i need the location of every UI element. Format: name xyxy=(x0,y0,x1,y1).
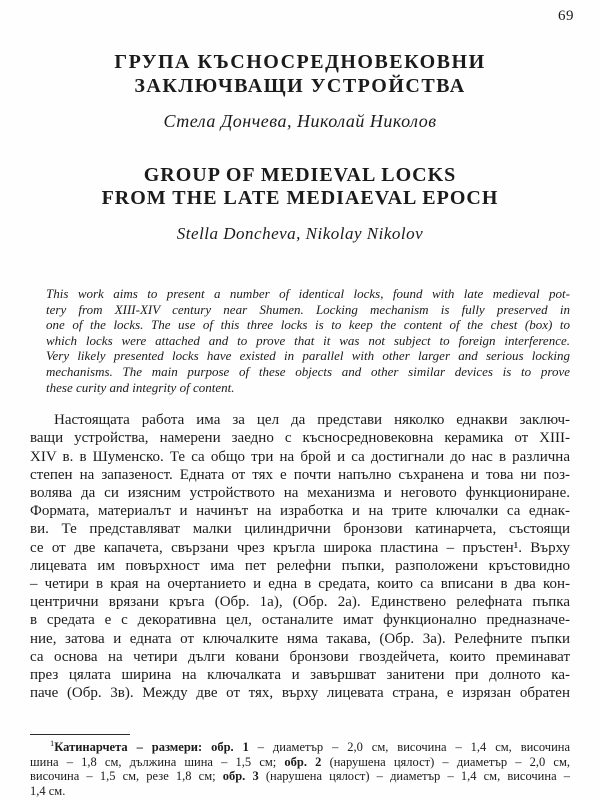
title-english-line2: FROM THE LATE MEDIAEVAL EPOCH xyxy=(101,187,499,209)
body-line: – четири в края на очертанието и една в средата, които са вписани в два кон- xyxy=(30,575,570,592)
body-line: ви. Те представляват малки цилиндрични бронзови катинарчета, състоящи xyxy=(30,521,570,538)
body-line: ние, затова и едната от ключалките няма такава, (Обр. 3а). Релефните пъпки xyxy=(30,630,570,647)
footnote-line xyxy=(30,737,570,755)
abstract-line: these curity and integrity of content. xyxy=(46,379,235,395)
title-english xyxy=(20,164,580,210)
footnote-text-bold: Катинарчета – размери: обр. 1 xyxy=(54,740,249,754)
title-english-line1: GROUP OF MEDIEVAL LOCKS xyxy=(143,164,457,186)
footnote-rule xyxy=(30,734,130,735)
body-line: лицевата им повърхност има пет релефни пъпки, разположени кръстовидно xyxy=(30,557,570,574)
abstract xyxy=(46,286,570,395)
body-line: са основа на четири дълги ковани бронзови гвоздейчета, които преминават xyxy=(30,648,570,665)
footnote-line: 1,4 см. xyxy=(30,783,66,798)
title-bulgarian-line2: ЗАКЛЮЧВАЩИ УСТРОЙСТВА xyxy=(134,75,466,97)
body-line: XIV в. в Шуменско. Те са общо три на брой и са достигнали до нас в различна xyxy=(30,448,570,465)
abstract-line: which locks were attached and to prove that it was not subject to foreign interference. xyxy=(46,332,570,348)
title-bulgarian xyxy=(20,50,580,98)
footnote-line xyxy=(30,769,570,784)
abstract-line: This work aims to present a number of identical locks, found with late medieval pot- xyxy=(46,286,570,301)
title-bulgarian-line1: ГРУПА КЪСНОСРЕДНОВЕКОВНИ xyxy=(114,51,486,73)
footnote-text-bold: обр. 3 xyxy=(222,769,259,783)
abstract-line: mechanisms. The main purpose of these objects and other similar devices is to prove xyxy=(46,363,570,379)
body-line: се от две капачета, свързани чрез кръгла широка пластина – пръстен¹. Върху xyxy=(30,539,570,556)
body-line: ващи устройства, намерени заедно с късносредновековна керамика от XIII- xyxy=(30,430,570,447)
body-line: през цялата ширина на ключалката и завършват занитени при долното ка- xyxy=(30,667,570,683)
authors-english: Stella Doncheva, Nikolay Nikolov xyxy=(176,224,424,243)
footnote-text: (нарушена цялост) – диаметър – 2,0 см, xyxy=(321,754,571,769)
abstract-line: one of the locks. The use of this three locks is to keep the content of the chest (box) to xyxy=(46,317,570,333)
footnote-text: – диаметър – 2,0 см, височина – 1,4 см, височина xyxy=(248,740,570,754)
body-line: Настоящата работа има за цел да представи няколко еднакви заключ- xyxy=(54,412,570,429)
footnote-block xyxy=(0,726,600,798)
body-line: степен на запазеност. Едната от тях е почти напълно съхранена и това ни поз- xyxy=(30,466,570,483)
footnote-text: височина – 1,5 см, резе 1,8 см; xyxy=(30,769,223,783)
authors-bulgarian: Стела Дончева, Николай Николов xyxy=(163,111,437,131)
footnote-text: шина – 1,8 см, дължина шина – 1,5 см; xyxy=(30,754,285,769)
page-number: 69 xyxy=(558,8,574,24)
abstract-line: Very likely presented locks have existed in parallel with other larger and serious locking xyxy=(46,348,570,364)
footnote xyxy=(30,737,571,798)
abstract-line: tery from XIII-XIV century near Shumen. Locking mechanism is fully preserved in xyxy=(46,301,570,317)
footnote-text: (нарушена цялост) – диаметър – 1,4 см, височина – xyxy=(258,769,571,783)
body-line: в средата е с декоративна цел, останалите имат функционално предназначе- xyxy=(30,612,570,629)
body-line: волява да си изясним устройството на механизма и неговото функциониране. xyxy=(30,484,570,501)
footnote-text-bold: обр. 2 xyxy=(284,754,322,769)
footnote-marker: 1 xyxy=(50,737,55,748)
footnote-line xyxy=(30,755,570,770)
body-line: Формата, материалът и начинът на изработка и на трите ключалки са еднак- xyxy=(30,503,570,520)
body-line: паче (Обр. 3в). Между две от тях, върху лицевата страна, е изрязан обратен xyxy=(30,685,570,702)
body-paragraph xyxy=(30,411,570,702)
body-line: центрични врязани кръга (Обр. 1а), (Обр. 2а). Единствено релефната пъпка xyxy=(30,594,570,611)
